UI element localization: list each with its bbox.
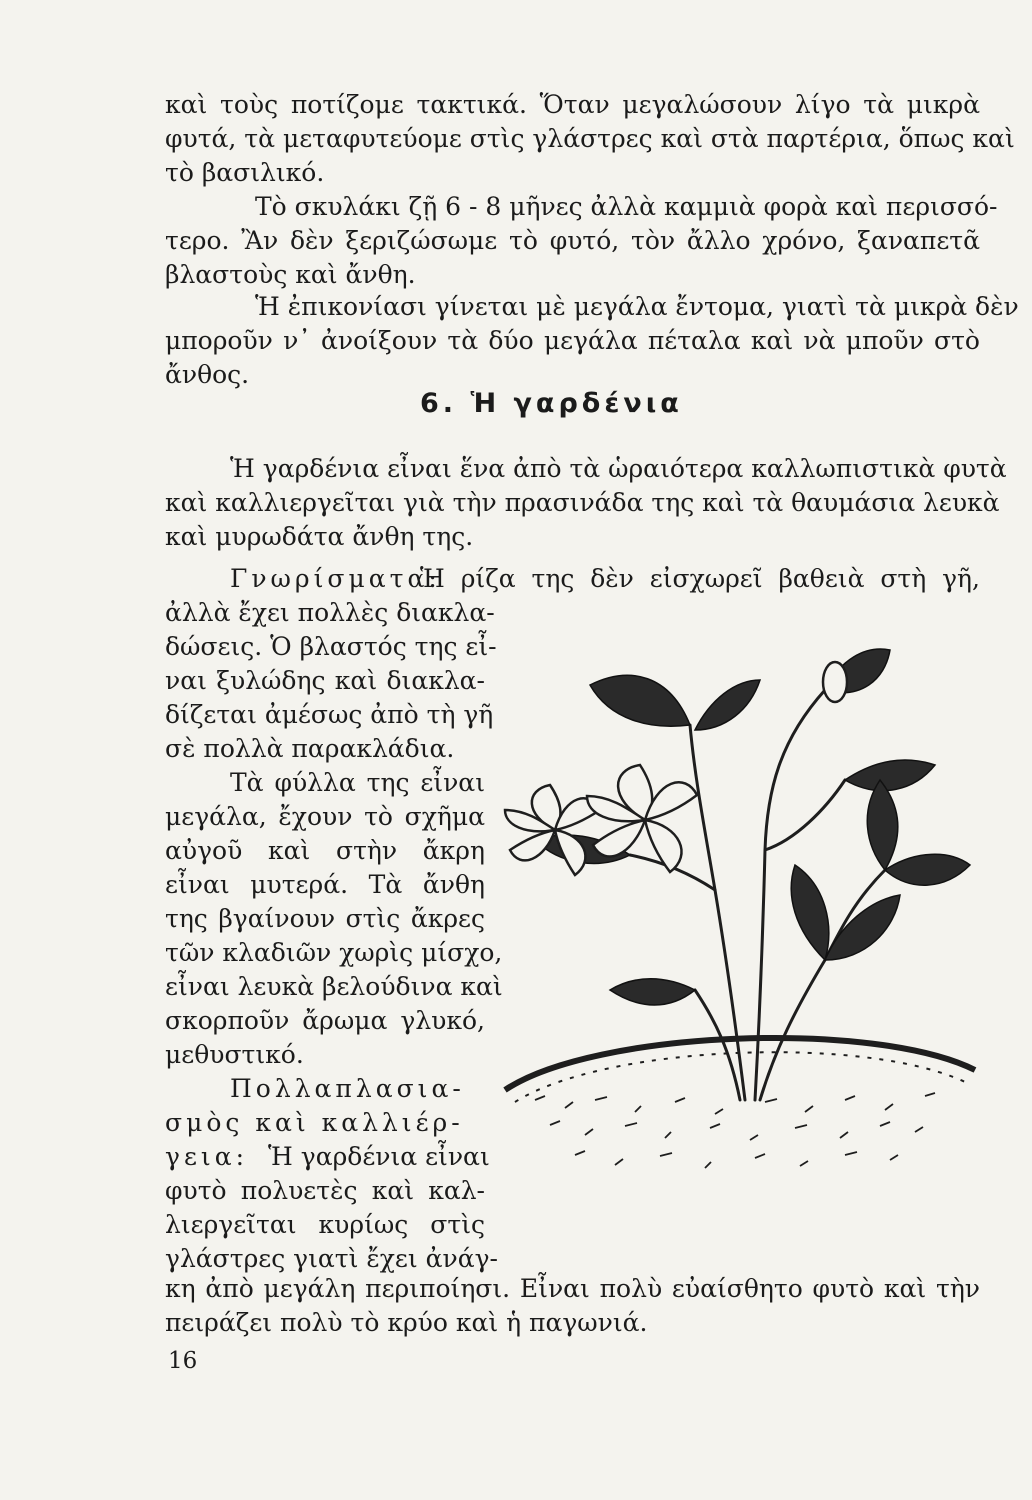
text-line: Ἡ ἐπικονίασι γίνεται μὲ μεγάλα ἔντομα, γιατὶ τὰ μικρὰ δὲν bbox=[255, 292, 1019, 321]
text-line: φυτὸ πολυετὲς καὶ καλ- bbox=[165, 1176, 485, 1205]
section-label: Γνωρίσματα: bbox=[230, 564, 441, 593]
text-line: τερο. Ἂν δὲν ξεριζώσωμε τὸ φυτό, τὸν ἄλλο χρόνο, ξαναπετᾶ bbox=[165, 226, 980, 255]
text-line: εἶναι μυτερά. Τὰ ἄνθη bbox=[165, 870, 485, 899]
text-line: μεθυστικό. bbox=[165, 1040, 304, 1069]
page-number: 16 bbox=[168, 1348, 198, 1374]
text-line: καὶ τοὺς ποτίζομε τακτικά. Ὅταν μεγαλώσουν λίγο τὰ μικρὰ bbox=[165, 90, 980, 119]
text-line: εἶναι λευκὰ βελούδινα καὶ bbox=[165, 972, 503, 1001]
text-line: πειράζει πολὺ τὸ κρύο καὶ ἡ παγωνιά. bbox=[165, 1308, 648, 1337]
text-line: τὸ βασιλικό. bbox=[165, 158, 325, 187]
text-line: δίζεται ἀμέσως ἀπὸ τὴ γῆ bbox=[165, 700, 494, 729]
text-line: Τὸ σκυλάκι ζῇ 6 - 8 μῆνες ἀλλὰ καμμιὰ φορὰ καὶ περισσό- bbox=[255, 192, 998, 221]
text-line: ἀλλὰ ἔχει πολλὲς διακλα- bbox=[165, 598, 495, 627]
text-line: Ἡ ρίζα της δὲν εἰσχωρεῖ βαθειὰ στὴ γῆ, bbox=[420, 564, 980, 593]
text-line: φυτά, τὰ μεταφυτεύομε στὶς γλάστρες καὶ στὰ παρτέρια, ὅπως καὶ bbox=[165, 124, 1015, 153]
text-line: καὶ μυρωδάτα ἄνθη της. bbox=[165, 522, 474, 551]
text-line: δώσεις. Ὁ βλαστός της εἶ- bbox=[165, 632, 497, 661]
section-heading: 6. Ἡ γαρδένια bbox=[420, 388, 683, 419]
text-line: βλαστοὺς καὶ ἄνθη. bbox=[165, 260, 416, 289]
gardenia-illustration bbox=[495, 630, 985, 1190]
text-line: ναι ξυλώδης καὶ διακλα- bbox=[165, 666, 485, 695]
text-line: λιεργεῖται κυρίως στὶς bbox=[165, 1210, 485, 1239]
text-line: μεγάλα, ἔχουν τὸ σχῆμα bbox=[165, 802, 485, 831]
text-line: σκορποῦν ἄρωμα γλυκό, bbox=[165, 1006, 485, 1035]
text-line: της βγαίνουν στὶς ἄκρες bbox=[165, 904, 485, 933]
text-line: γλάστρες γιατὶ ἔχει ἀνάγ- bbox=[165, 1244, 498, 1273]
section-label: γεια: bbox=[165, 1142, 249, 1171]
text-line: κη ἀπὸ μεγάλη περιποίησι. Εἶναι πολὺ εὐαίσθητο φυτὸ καὶ τὴν bbox=[165, 1274, 980, 1303]
section-label: Πολλαπλασια- bbox=[230, 1074, 465, 1103]
text-line: Ἡ γαρδένια εἶναι bbox=[268, 1142, 490, 1171]
text-line: Τὰ φύλλα της εἶναι bbox=[230, 768, 485, 797]
text-line: τῶν κλαδιῶν χωρὶς μίσχο, bbox=[165, 938, 503, 967]
section-label: σμὸς καὶ καλλιέρ- bbox=[165, 1108, 464, 1137]
text-line: καὶ καλλιεργεῖται γιὰ τὴν πρασινάδα της καὶ τὰ θαυμάσια λευκὰ bbox=[165, 488, 1000, 517]
text-line: Ἡ γαρδένια εἶναι ἕνα ἀπὸ τὰ ὡραιότερα καλλωπιστικὰ φυτὰ bbox=[230, 454, 1007, 483]
text-line: αὐγοῦ καὶ στὴν ἄκρη bbox=[165, 836, 485, 865]
text-line: σὲ πολλὰ παρακλάδια. bbox=[165, 734, 455, 763]
text-line: ἄνθος. bbox=[165, 360, 250, 389]
text-line: μποροῦν ν᾿ ἀνοίξουν τὰ δύο μεγάλα πέταλα καὶ νὰ μποῦν στὸ bbox=[165, 326, 980, 355]
